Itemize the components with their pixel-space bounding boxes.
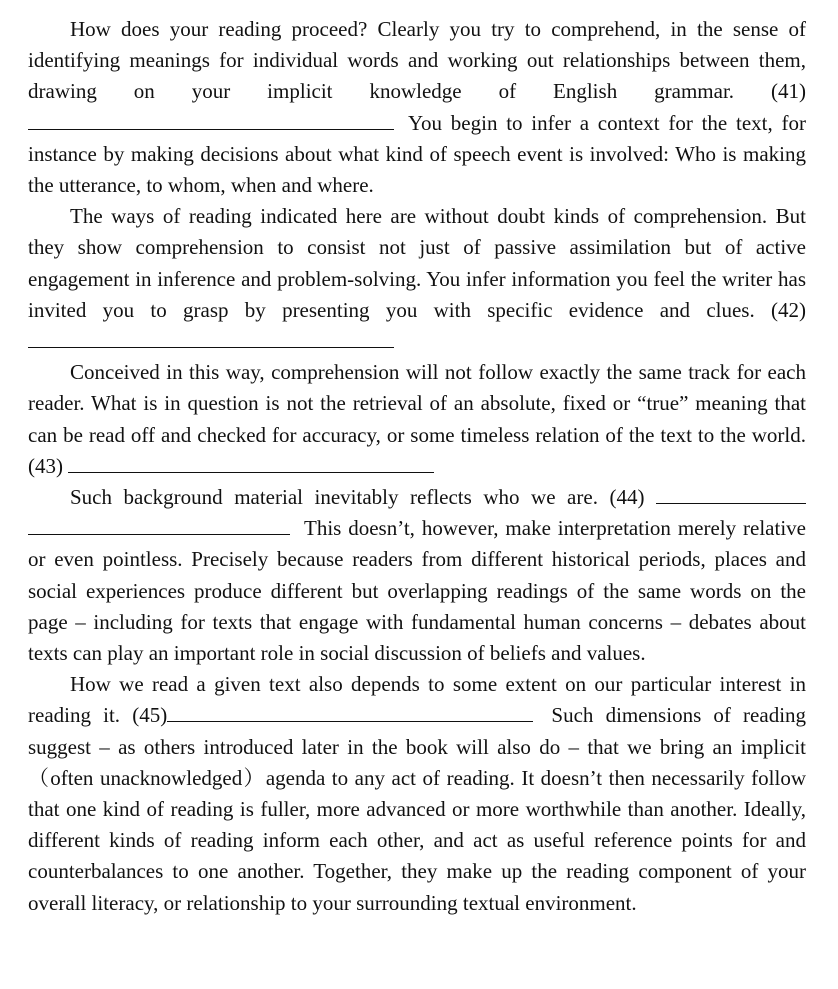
- paragraph-4-continuation: This doesn’t, however, make interpretation merely relative or even pointless. Precisely because readers from different historical periods, places and social experiences produce different but overlapping readings of the same words on the page – including for texts that engage with fundamental human concerns – debates about texts can play an important role in social discussion of beliefs and values.: [28, 516, 806, 666]
- paragraph-1: [28, 14, 806, 201]
- paragraph-5-text: How we read a given text also depends to some extent on our particular interest in reading it.: [28, 672, 806, 728]
- question-number-45: (45): [132, 703, 168, 728]
- answer-blank-41[interactable]: [28, 109, 394, 130]
- paragraph-3-text: Conceived in this way, comprehension will not follow exactly the same track for each reader. What is in question is not the retrieval of an absolute, fixed or “true” meaning that can be read off and checked for accuracy, or some timeless relation of the text to the world.: [28, 360, 806, 447]
- answer-blank-42[interactable]: [28, 327, 394, 348]
- paragraph-4: [28, 482, 806, 669]
- paragraph-4-text: Such background material inevitably reflects who we are.: [70, 485, 598, 510]
- question-number-44: (44): [609, 485, 645, 510]
- paragraph-5-continuation: Such dimensions of reading suggest – as others introduced later in the book will also do – that we bring an implicit（often unacknowledged）agenda to any act of reading. It doesn’t then necessarily follow that one kind of reading is fuller, more advanced or more worthwhile than another. Ideally, different kinds of reading inform each other, and act as useful reference points for and counterbalances to one another. Together, they make up the reading component of your overall literacy, or relationship to your surrounding textual environment.: [28, 703, 807, 915]
- paragraph-1-continuation: You begin to infer a context for the text, for instance by making decisions about what kind of speech event is involved: Who is making the utterance, to whom, when and where.: [28, 110, 806, 198]
- question-number-43: (43): [28, 453, 63, 478]
- paragraph-3: [28, 357, 806, 482]
- paragraph-2: [28, 201, 806, 357]
- question-number-41: (41): [771, 79, 807, 104]
- answer-blank-44[interactable]: [656, 483, 806, 504]
- answer-blank-45[interactable]: [167, 701, 533, 722]
- paragraph-2-text: The ways of reading indicated here are without doubt kinds of comprehension. But they show comprehension to consist not just of passive assimilation but of active engagement in inference and problem-solving. You infer information you feel the writer has invited you to grasp by presenting you with specific evidence and clues.: [28, 204, 806, 322]
- reading-passage: [28, 14, 806, 919]
- answer-blank-43[interactable]: [68, 452, 434, 473]
- question-number-42: (42): [771, 297, 807, 322]
- answer-blank-44-continued[interactable]: [28, 514, 290, 535]
- paragraph-5: [28, 669, 806, 919]
- paragraph-1-text: How does your reading proceed? Clearly you try to comprehend, in the sense of identifying meanings for individual words and working out relationships between them, drawing on your implicit knowledge of English grammar.: [28, 17, 806, 104]
